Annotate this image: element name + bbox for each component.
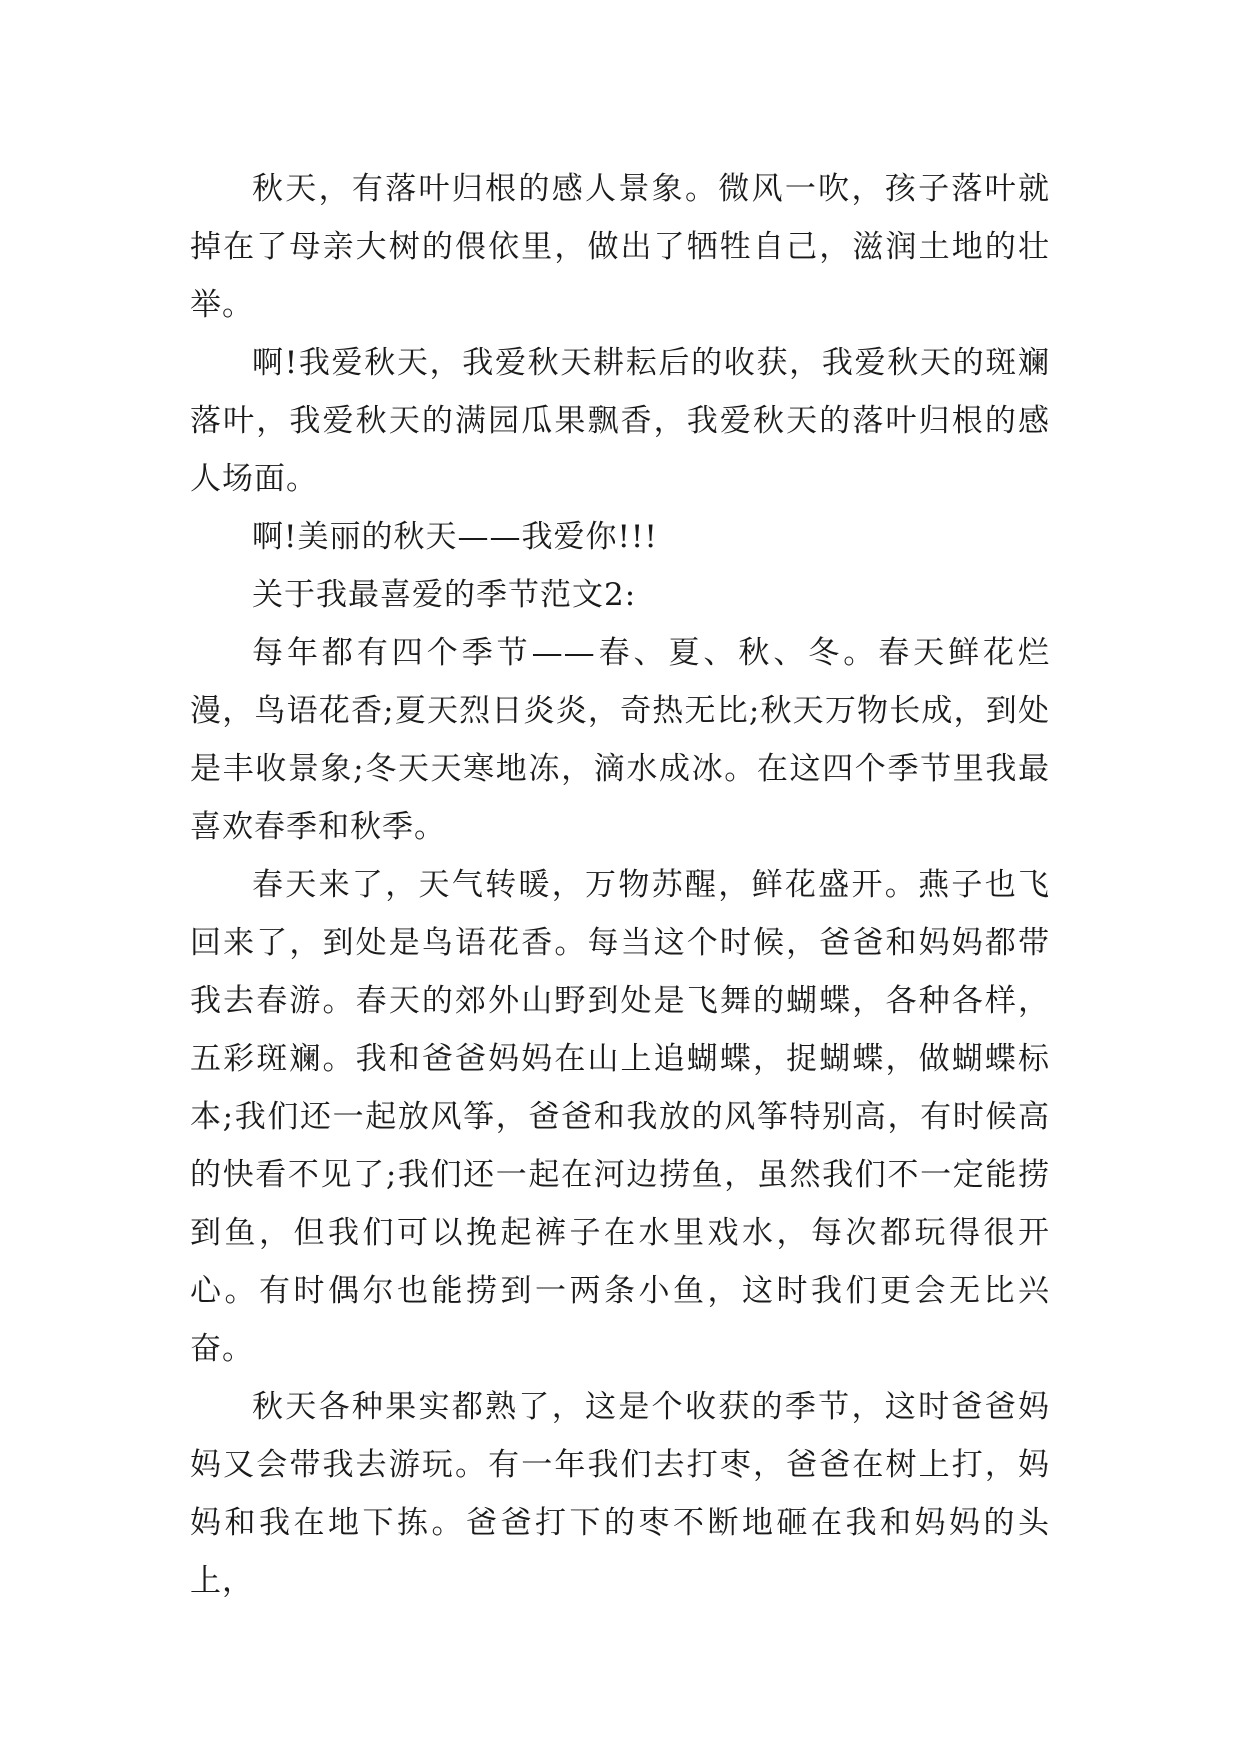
paragraph: 秋天，有落叶归根的感人景象。微风一吹，孩子落叶就掉在了母亲大树的偎依里，做出了牺牲自己，滋润土地的壮举。 <box>190 171 1050 323</box>
document-body <box>190 160 1050 1610</box>
paragraph: 秋天各种果实都熟了，这是个收获的季节，这时爸爸妈妈又会带我去游玩。有一年我们去打枣，爸爸在树上打，妈妈和我在地下拣。爸爸打下的枣不断地砸在我和妈妈的头上， <box>190 1389 1050 1599</box>
section-heading: 关于我最喜爱的季节范文2: <box>252 577 637 613</box>
paragraph: 啊!我爱秋天，我爱秋天耕耘后的收获，我爱秋天的斑斓落叶，我爱秋天的满园瓜果飘香，我爱秋天的落叶归根的感人场面。 <box>190 345 1050 497</box>
paragraph: 啊!美丽的秋天——我爱你!!! <box>252 519 658 555</box>
paragraph: 春天来了，天气转暖，万物苏醒，鲜花盛开。燕子也飞回来了，到处是鸟语花香。每当这个时候，爸爸和妈妈都带我去春游。春天的郊外山野到处是飞舞的蝴蝶，各种各样，五彩斑斓。我和爸爸妈妈在山上追蝴蝶，捉蝴蝶，做蝴蝶标本;我们还一起放风筝，爸爸和我放的风筝特别高，有时候高的快看不见了;我们还一起在河边捞鱼，虽然我们不一定能捞到鱼，但我们可以挽起裤子在水里戏水，每次都玩得很开心。有时偶尔也能捞到一两条小鱼，这时我们更会无比兴奋。 <box>190 867 1050 1367</box>
paragraph: 每年都有四个季节——春、夏、秋、冬。春天鲜花烂漫，鸟语花香;夏天烈日炎炎，奇热无比;秋天万物长成，到处是丰收景象;冬天天寒地冻，滴水成冰。在这四个季节里我最喜欢春季和秋季。 <box>190 635 1050 845</box>
